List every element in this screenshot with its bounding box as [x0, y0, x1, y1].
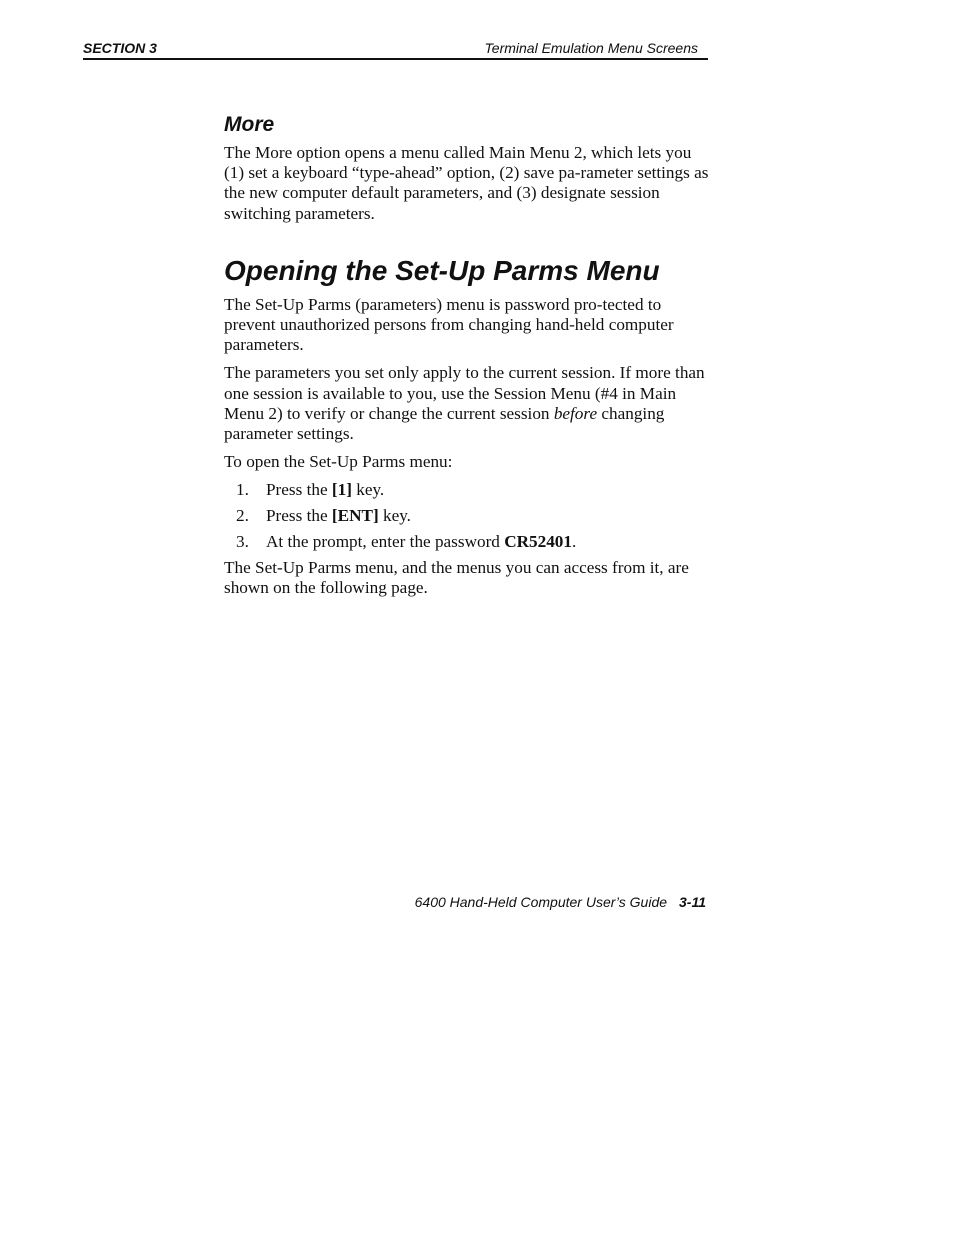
page-number: 3-11 — [679, 894, 706, 910]
closing-paragraph: The Set-Up Parms menu, and the menus you can access from it, are shown on the following page. — [224, 558, 689, 598]
list-item — [224, 506, 714, 526]
list-item — [224, 532, 714, 552]
step-number: 3. — [236, 531, 249, 551]
step-text-end: key. — [351, 480, 385, 500]
step-text: Press the — [266, 506, 332, 526]
session-text-after: changing parameter settings. — [224, 403, 665, 444]
paragraph-session — [224, 363, 714, 444]
step-number: 2. — [236, 506, 249, 526]
emphasis-before: before — [553, 403, 598, 423]
more-heading: More — [224, 113, 275, 136]
page-header — [83, 38, 708, 60]
page-content — [224, 112, 714, 606]
step-number: 1. — [236, 480, 249, 500]
session-text-before: The parameters you set only apply to the current session. If more than one session is available to you, use the Session Menu (#4 in Main Menu 2) to verify or change the current session — [224, 363, 705, 423]
guide-title: 6400 Hand-Held Computer User’s Guide — [414, 894, 668, 910]
step-text-end: . — [571, 531, 577, 551]
password-label: CR52401 — [504, 531, 572, 551]
step-text-end: key. — [378, 506, 411, 526]
page-footer — [415, 894, 706, 910]
key-label: [ENT] — [331, 506, 379, 526]
steps-intro: To open the Set-Up Parms menu: — [224, 452, 453, 472]
section-label: SECTION 3 — [83, 40, 157, 56]
step-text: Press the — [266, 480, 332, 500]
section-heading: Opening the Set-Up Parms Menu — [224, 254, 660, 286]
steps-list — [224, 480, 714, 552]
key-label: [1] — [331, 480, 352, 500]
paragraph-password: The Set-Up Parms (parameters) menu is password pro-tected to prevent unauthorized persons from changing hand-held computer parameters. — [224, 294, 674, 355]
list-item — [224, 480, 714, 500]
step-text: At the prompt, enter the password — [266, 531, 505, 551]
more-paragraph: The More option opens a menu called Main Menu 2, which lets you (1) set a keyboard “type-ahead” option, (2) save pa-rameter settings as the new computer default parameters, and (3) designate session switching parameters. — [224, 143, 709, 223]
chapter-title: Terminal Emulation Menu Screens — [484, 40, 698, 56]
